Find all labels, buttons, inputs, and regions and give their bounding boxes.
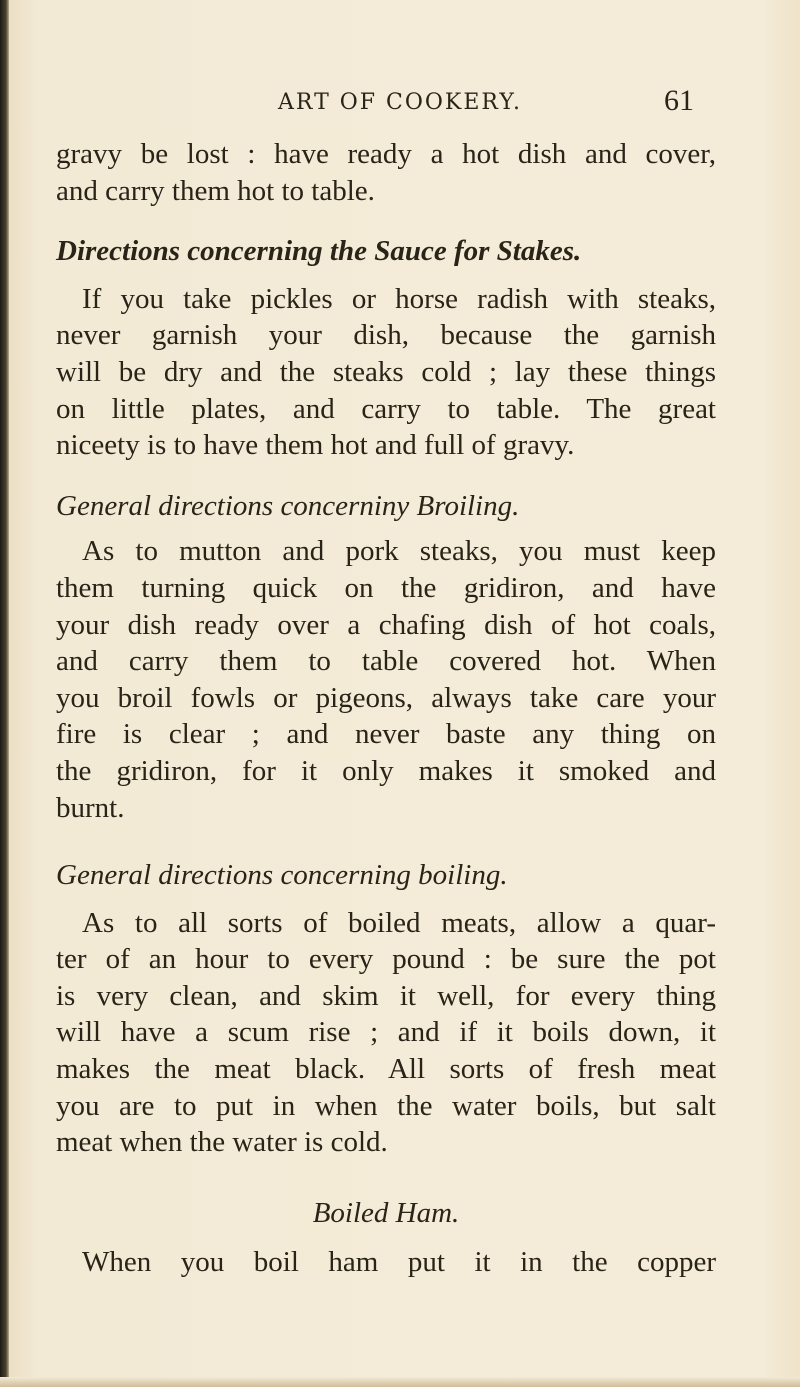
paragraph-boiling (56, 905, 716, 942)
text-line: and carry them to table covered hot. When (56, 645, 716, 678)
text-line: makes the meat black. All sorts of fresh meat (56, 1053, 716, 1086)
text-line: ter of an hour to every pound : be sure the pot (56, 943, 716, 976)
text-line: niceety is to have them hot and full of gravy. (56, 429, 575, 462)
text-line: will have a scum rise ; and if it boils down, it (56, 1016, 716, 1049)
paragraph-sauce-cont (56, 317, 716, 463)
text-line: and carry them hot to table. (56, 174, 375, 207)
paragraph-sauce (56, 281, 716, 318)
page-header (0, 84, 800, 124)
paragraph-broiling (56, 533, 716, 570)
page-body (56, 136, 716, 1281)
text-line: As to all sorts of boiled meats, allow a quar- (82, 906, 716, 939)
paragraph-boiled-ham (56, 1244, 716, 1281)
text-line: meat when the water is cold. (56, 1126, 388, 1159)
text-line: will be dry and the steaks cold ; lay these things (56, 355, 716, 388)
text-line: fire is clear ; and never baste any thing on (56, 718, 716, 751)
running-head: ART OF COOKERY. (278, 90, 522, 115)
section-heading-boiling: General directions concerning boiling. (56, 859, 508, 892)
text-line: When you boil ham put it in the copper (82, 1246, 716, 1279)
page-number: 61 (664, 84, 694, 117)
text-line: you are to put in when the water boils, but salt (56, 1089, 716, 1122)
section-heading-boiled-ham: Boiled Ham. (312, 1196, 460, 1229)
text-line: is very clean, and skim it well, for every thing (56, 979, 716, 1012)
section-heading-sauce: Directions concerning the Sauce for Stakes. (56, 235, 582, 268)
text-line: As to mutton and pork steaks, you must keep (82, 535, 716, 568)
text-line: If you take pickles or horse radish with steaks, (82, 282, 716, 315)
text-line: the gridiron, for it only makes it smoked and (56, 754, 716, 787)
text-line: gravy be lost : have ready a hot dish and cover, (56, 138, 716, 170)
section-heading-broiling: General directions concerniny Broiling. (56, 489, 520, 522)
text-line: them turning quick on the gridiron, and have (56, 571, 716, 604)
paragraph-continued (56, 136, 716, 209)
paragraph-boiling-cont (56, 941, 716, 1161)
text-line: your dish ready over a chafing dish of hot coals, (56, 608, 716, 641)
text-line: on little plates, and carry to table. The great (56, 392, 716, 425)
page-bottom-edge (0, 1377, 800, 1387)
text-line: burnt. (56, 791, 125, 824)
text-line: never garnish your dish, because the garnish (56, 319, 716, 352)
text-line: you broil fowls or pigeons, always take care your (56, 681, 716, 714)
paragraph-broiling-cont (56, 570, 716, 826)
book-spine-shadow (0, 0, 9, 1387)
